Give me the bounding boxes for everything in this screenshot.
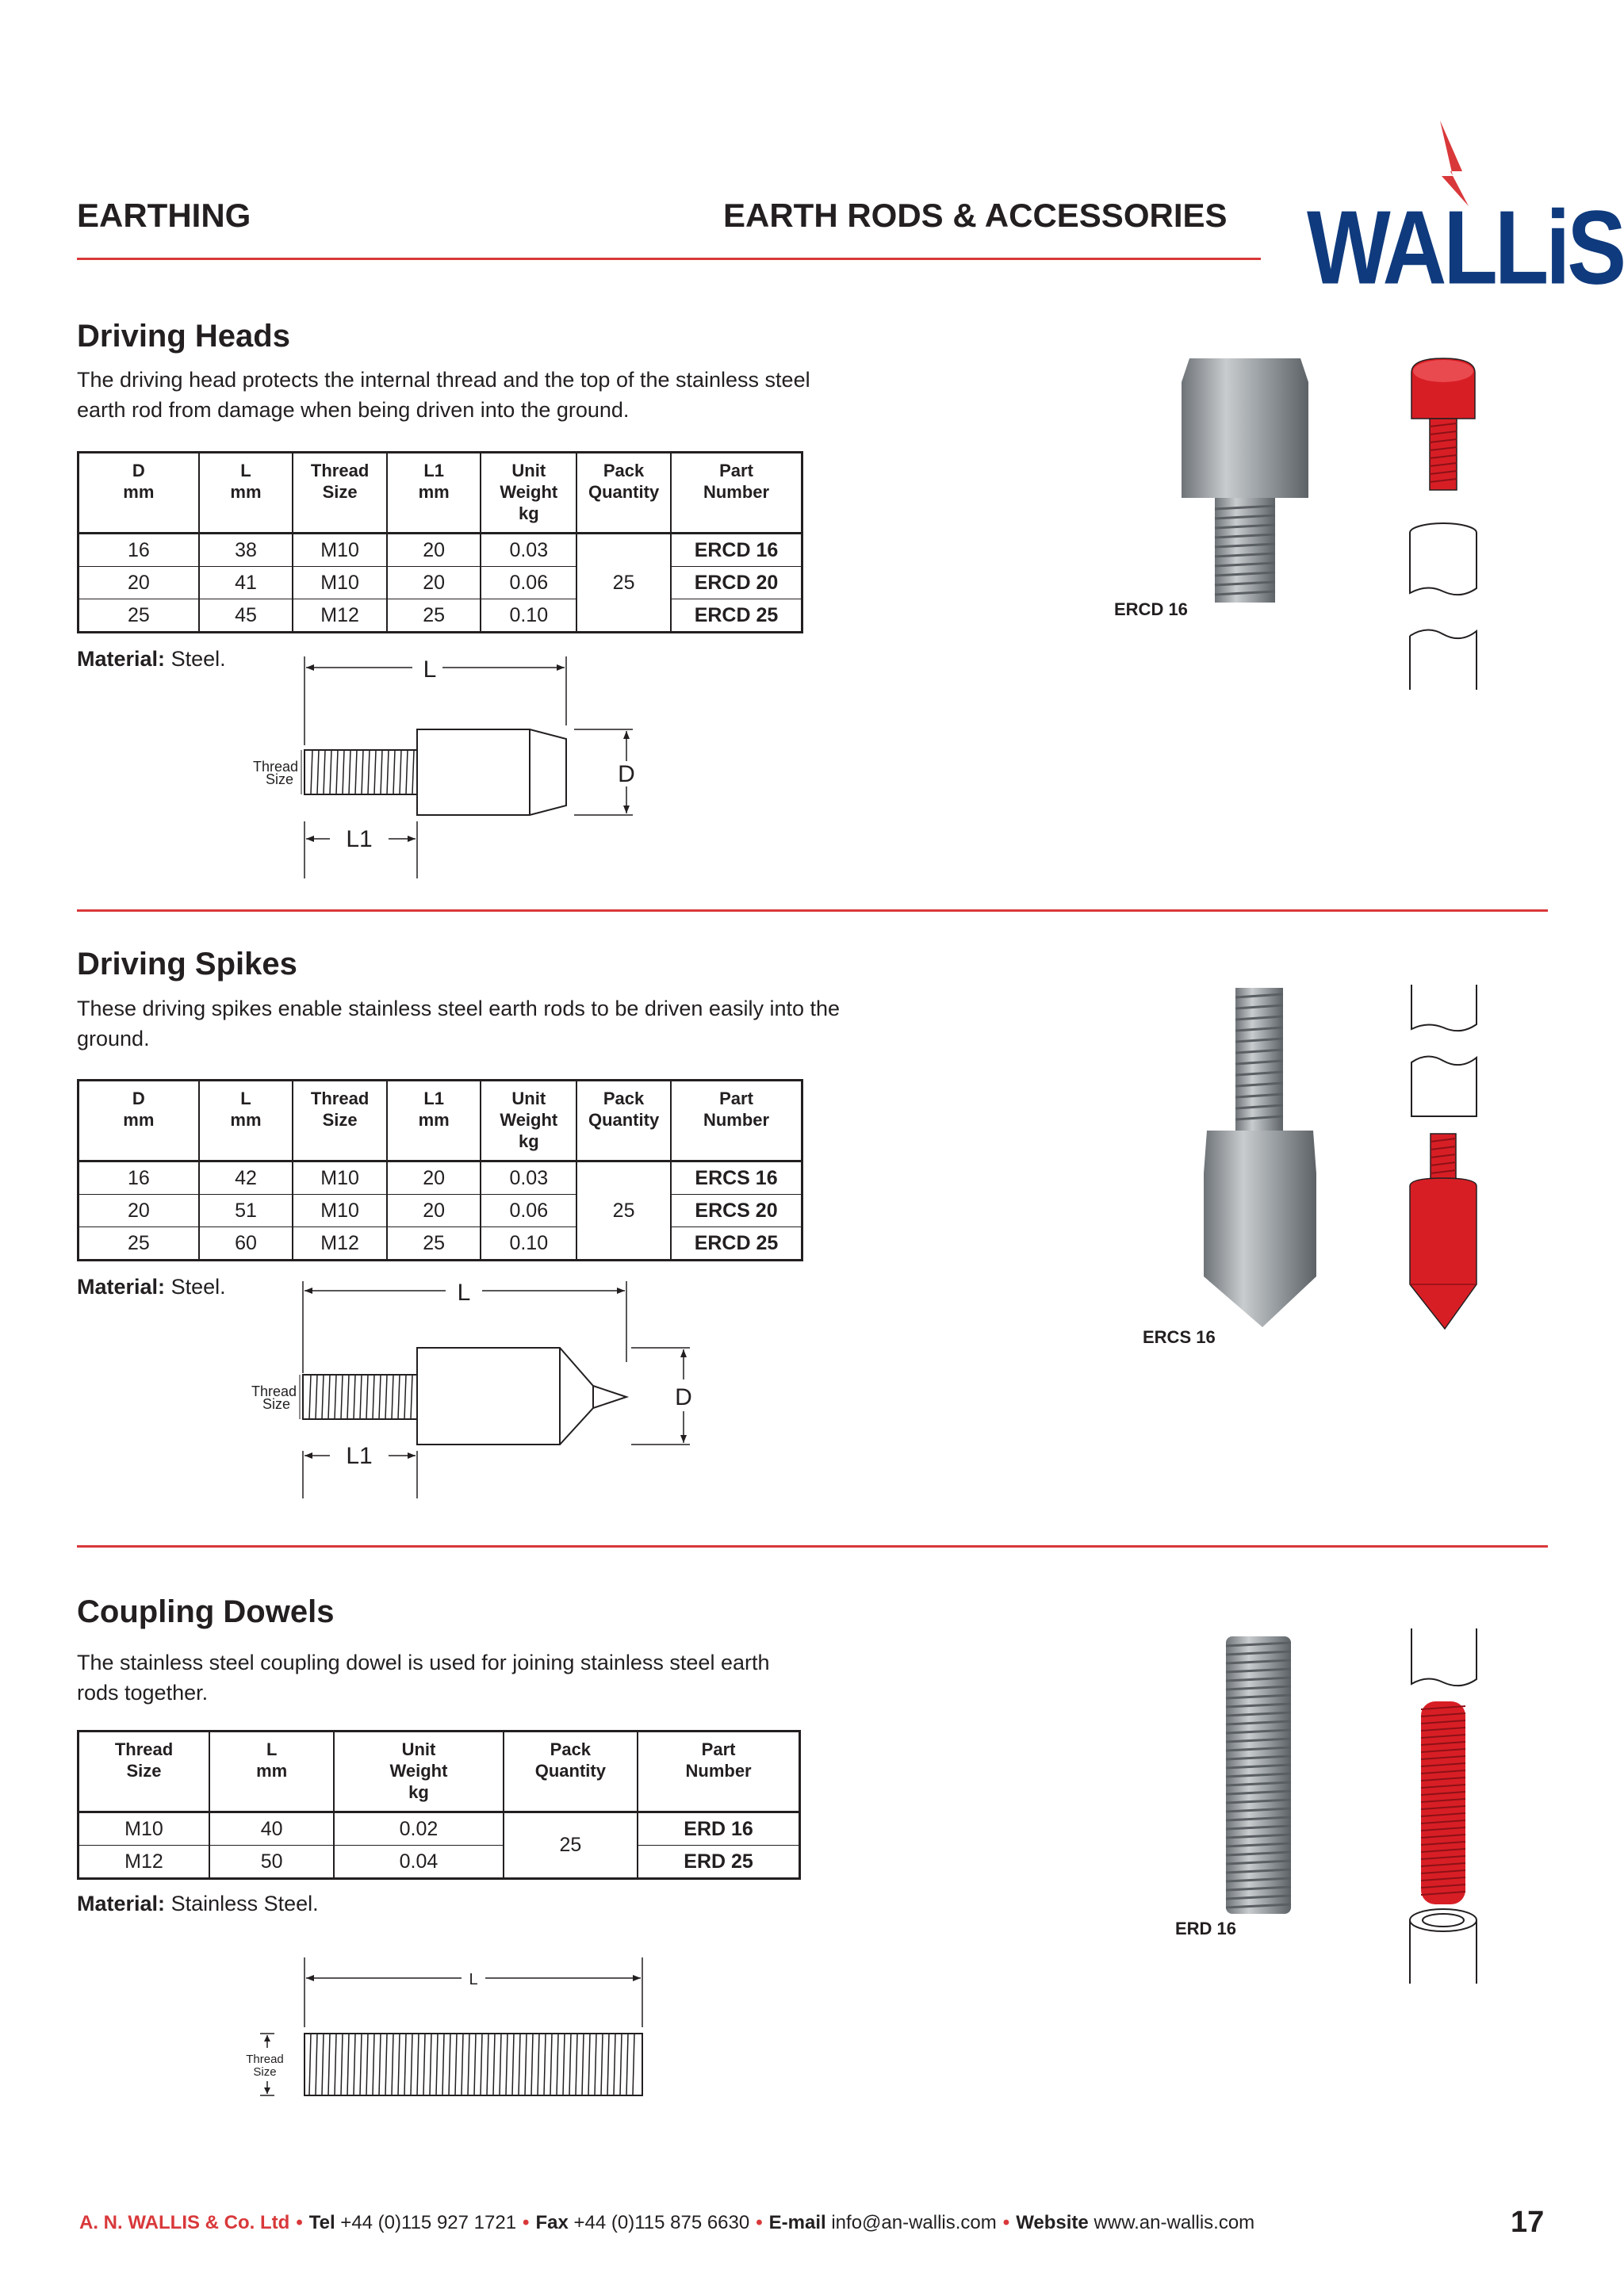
part-number-cell: ERD 25 [638, 1846, 799, 1879]
cell: 20 [79, 1195, 199, 1227]
logo-text: WALLiS [1307, 189, 1624, 306]
coupling-dowels-title: Coupling Dowels [77, 1594, 335, 1629]
cell: 20 [387, 567, 481, 599]
part-number-cell: ERCD 20 [671, 567, 802, 599]
table-row [79, 1846, 800, 1879]
cell: 25 [387, 1227, 481, 1261]
cell: 20 [387, 1195, 481, 1227]
driving-spike-assembly-drawing [1396, 983, 1491, 1332]
section-title: EARTHING [77, 197, 251, 234]
driving-head-photo [1158, 347, 1356, 609]
col-header-part-number: Part Number [671, 1081, 802, 1161]
page-number: 17 [1511, 2206, 1545, 2239]
coupling-dowel-caption: ERD 16 [1175, 1919, 1237, 1938]
col-header-l: L mm [209, 1732, 334, 1812]
col-header-unit-weight: Unit Weight kg [481, 453, 576, 534]
table-row [79, 599, 802, 633]
header-divider [77, 258, 1261, 260]
cell: 0.04 [334, 1846, 503, 1879]
thread-label: Thread [246, 2053, 284, 2066]
pack-quantity-cell: 25 [576, 1161, 671, 1261]
size-label: Size [253, 2065, 277, 2079]
size-label: Size [265, 771, 293, 787]
cell: 0.06 [481, 1195, 576, 1227]
coupling-dowel-photo [1213, 1630, 1308, 1923]
size-label: Size [262, 1396, 290, 1412]
coupling-dowels-description: The stainless steel coupling dowel is used for joining stainless steel earth rods together. [77, 1651, 770, 1705]
cell: M12 [79, 1846, 210, 1879]
pack-quantity-cell: 25 [504, 1812, 638, 1879]
driving-head-caption: ERCD 16 [1114, 599, 1188, 619]
table-header-row [79, 453, 802, 534]
dim-l1-label: L1 [346, 826, 373, 852]
table-row [79, 1227, 802, 1261]
thread-label: Thread [252, 759, 298, 775]
driving-spike-photo [1189, 983, 1332, 1332]
cell: M12 [293, 599, 387, 633]
col-header-pack-quantity: Pack Quantity [576, 453, 671, 534]
cell: 25 [79, 1227, 199, 1261]
dim-l-label: L [457, 1280, 471, 1306]
table-row [79, 534, 802, 567]
col-header-l: L mm [199, 1081, 293, 1161]
section-divider [77, 909, 1548, 912]
cell: 42 [199, 1161, 293, 1195]
cell: 0.02 [334, 1812, 503, 1846]
driving-head-diagram [238, 650, 650, 888]
table-row [79, 1161, 802, 1195]
coupling-dowel-diagram [238, 1954, 666, 2113]
footer-email-link[interactable]: info@an-wallis.com [831, 2212, 997, 2233]
cell: 0.06 [481, 567, 576, 599]
part-number-cell: ERCD 25 [671, 1227, 802, 1261]
col-header-d: D mm [79, 1081, 199, 1161]
part-number-cell: ERCD 16 [671, 534, 802, 567]
cell: 50 [209, 1846, 334, 1879]
driving-spikes-title: Driving Spikes [77, 947, 297, 982]
cell: 0.03 [481, 534, 576, 567]
driving-heads-material: Material: Steel. [77, 647, 226, 671]
cell: 40 [209, 1812, 334, 1846]
col-header-unit-weight: Unit Weight kg [481, 1081, 576, 1161]
dim-l-label: L [423, 656, 437, 683]
coupling-dowels-material: Material: Stainless Steel. [77, 1892, 319, 1915]
dim-d-label: D [618, 761, 635, 787]
col-header-l1: L1 mm [387, 453, 481, 534]
cell: 38 [199, 534, 293, 567]
cell: 45 [199, 599, 293, 633]
driving-heads-table [77, 451, 803, 633]
cell: M12 [293, 1227, 387, 1261]
col-header-part-number: Part Number [671, 453, 802, 534]
col-header-thread-size: Thread Size [79, 1732, 210, 1812]
cell: 0.10 [481, 1227, 576, 1261]
dim-l1-label: L1 [346, 1443, 373, 1469]
col-header-thread-size: Thread Size [293, 1081, 387, 1161]
cell: M10 [79, 1812, 210, 1846]
part-number-cell: ERCD 25 [671, 599, 802, 633]
driving-spike-caption: ERCS 16 [1143, 1327, 1216, 1347]
table-row [79, 567, 802, 599]
dim-d-label: D [675, 1384, 692, 1410]
cell: 20 [387, 534, 481, 567]
footer-company: A. N. WALLIS & Co. Ltd [79, 2212, 290, 2233]
cell: 51 [199, 1195, 293, 1227]
footer-fax: +44 (0)115 875 6630 [573, 2212, 750, 2233]
table-header-row [79, 1081, 802, 1161]
cell: 20 [79, 567, 199, 599]
cell: M10 [293, 567, 387, 599]
coupling-dowels-table [77, 1730, 801, 1880]
cell: 16 [79, 1161, 199, 1195]
col-header-l1: L1 mm [387, 1081, 481, 1161]
wallis-logo [1307, 119, 1624, 306]
table-header-row [79, 1732, 800, 1812]
cell: M10 [293, 534, 387, 567]
part-number-cell: ERCS 16 [671, 1161, 802, 1195]
dim-l-label: L [469, 1971, 478, 1988]
footer-contact: A. N. WALLIS & Co. Ltd • Tel +44 (0)115 927 1721 • Fax +44 (0)115 875 6630 • E-mail info@an-wallis.com • Website www.an-wallis.com [79, 2212, 1255, 2233]
driving-spike-diagram [238, 1275, 698, 1513]
footer-website-link[interactable]: www.an-wallis.com [1094, 2212, 1255, 2233]
col-header-part-number: Part Number [638, 1732, 799, 1812]
col-header-unit-weight: Unit Weight kg [334, 1732, 503, 1812]
cell: 0.10 [481, 599, 576, 633]
table-row [79, 1812, 800, 1846]
cell: 41 [199, 567, 293, 599]
col-header-d: D mm [79, 453, 199, 534]
col-header-pack-quantity: Pack Quantity [504, 1732, 638, 1812]
cell: 60 [199, 1227, 293, 1261]
driving-heads-title: Driving Heads [77, 319, 290, 354]
driving-head-assembly-drawing [1396, 354, 1491, 695]
pack-quantity-cell: 25 [576, 534, 671, 633]
driving-spikes-table [77, 1079, 803, 1261]
col-header-pack-quantity: Pack Quantity [576, 1081, 671, 1161]
table-row [79, 1195, 802, 1227]
cell: M10 [293, 1161, 387, 1195]
driving-heads-description: The driving head protects the internal thread and the top of the stainless steel earth rod from damage when being driven into the ground. [77, 368, 810, 422]
driving-spikes-description: These driving spikes enable stainless steel earth rods to be driven easily into the ground. [77, 997, 841, 1050]
footer-tel: +44 (0)115 927 1721 [340, 2212, 517, 2233]
part-number-cell: ERD 16 [638, 1812, 799, 1846]
cell: 16 [79, 534, 199, 567]
col-header-l: L mm [199, 453, 293, 534]
driving-spikes-material: Material: Steel. [77, 1275, 226, 1299]
page-title: EARTH RODS & ACCESSORIES [723, 197, 1228, 234]
cell: 0.03 [481, 1161, 576, 1195]
cell: M10 [293, 1195, 387, 1227]
part-number-cell: ERCS 20 [671, 1195, 802, 1227]
thread-label: Thread [251, 1383, 297, 1399]
cell: 20 [387, 1161, 481, 1195]
cell: 25 [387, 599, 481, 633]
cell: 25 [79, 599, 199, 633]
coupling-dowel-assembly-drawing [1396, 1625, 1491, 1990]
section-divider [77, 1545, 1548, 1548]
col-header-thread-size: Thread Size [293, 453, 387, 534]
